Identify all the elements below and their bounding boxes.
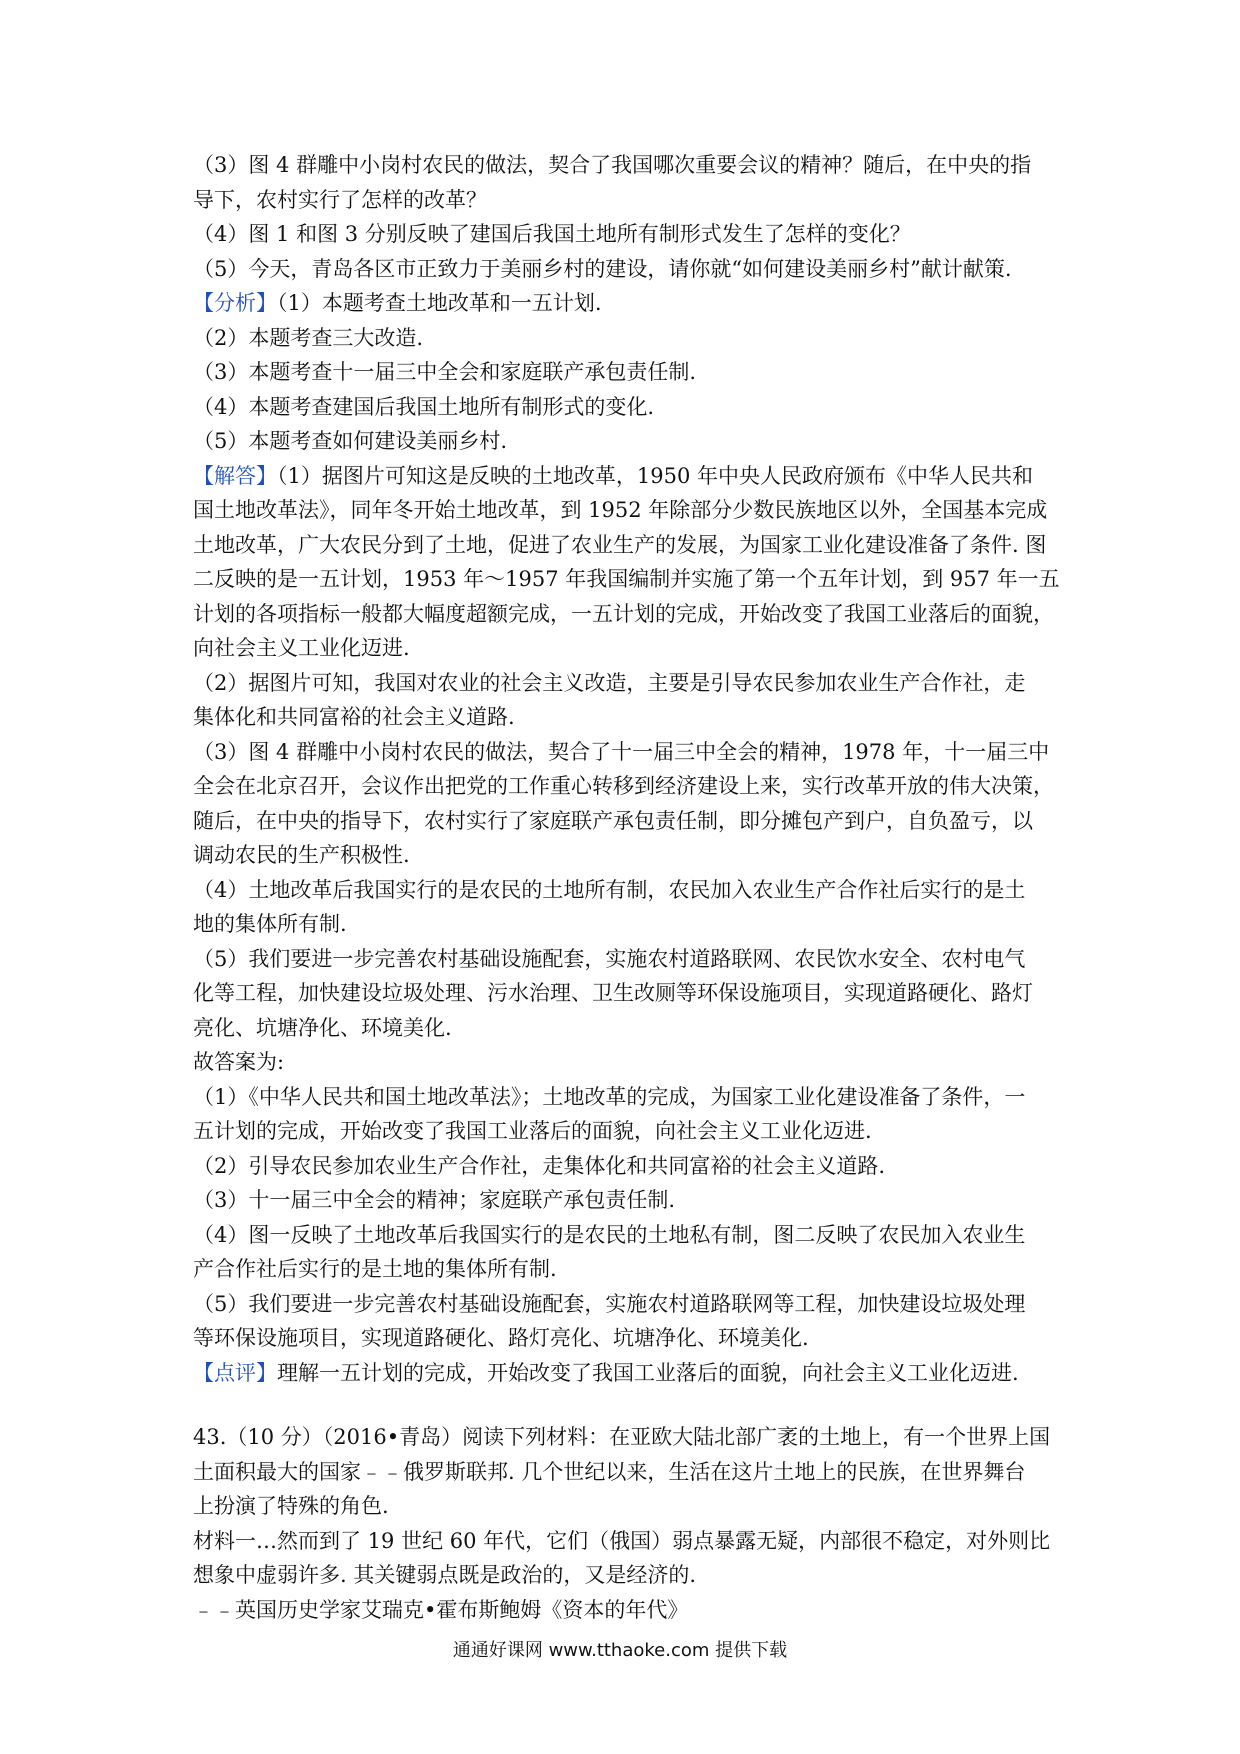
text-line: 想象中虚弱许多. 其关键弱点既是政治的，又是经济的.: [193, 1563, 697, 1587]
analysis-tag: 【分析】: [193, 291, 277, 315]
text-line: （2）据图片可知，我国对农业的社会主义改造，主要是引导农民参加农业生产合作社，走: [193, 670, 1026, 695]
text-line: （1）《中华人民共和国土地改革法》；土地改革的完成，为国家工业化建设准备了条件，一: [193, 1084, 1026, 1109]
text-line: （4）图 1 和图 3 分别反映了建国后我国土地所有制形式发生了怎样的变化？: [193, 222, 911, 246]
text-line: （5）本题考查如何建设美丽乡村.: [193, 429, 508, 453]
text-line: （3）十一届三中全会的精神；家庭联产承包责任制.: [193, 1188, 676, 1212]
analysis-line: [193, 286, 1063, 321]
text-line: （2）引导农民参加农业生产合作社，走集体化和共同富裕的社会主义道路.: [193, 1153, 886, 1178]
answer-line: [193, 459, 1063, 494]
text-line: （3）本题考查十一届三中全会和家庭联产承包责任制.: [193, 360, 697, 384]
document-body: [193, 148, 1063, 1627]
text-line: （3）图 4 群雕中小岗村农民的做法，契合了十一届三中全会的精神，1978 年，十一届三中: [193, 739, 1050, 764]
comment-text: 理解一五计划的完成，开始改变了我国工业落后的面貌，向社会主义工业化迈进.: [277, 1360, 1019, 1385]
text-line: 产合作社后实行的是土地的集体所有制.: [193, 1257, 557, 1281]
text-line: （5）我们要进一步完善农村基础设施配套，实施农村道路联网、农民饮水安全、农村电气: [193, 946, 1026, 971]
text-line: （5）今天，青岛各区市正致力于美丽乡村的建设，请你就“如何建设美丽乡村”献计献策.: [193, 256, 1012, 281]
text-line: 国土地改革法》，同年冬开始土地改革，到 1952 年除部分少数民族地区以外，全国基本完成: [193, 498, 1048, 522]
text-line: 导下，农村实行了怎样的改革？: [193, 187, 487, 212]
text-line: （3）图 4 群雕中小岗村农民的做法，契合了我国哪次重要会议的精神？随后，在中央的指: [193, 153, 1032, 177]
text-line: （2）本题考查三大改造.: [193, 325, 424, 350]
analysis-text: （1）本题考查土地改革和一五计划.: [277, 291, 602, 315]
comment-line: [193, 1356, 1063, 1391]
text-line: （4）本题考查建国后我国土地所有制形式的变化.: [193, 394, 655, 419]
text-line: 随后，在中央的指导下，农村实行了家庭联产承包责任制，即分摊包产到户，自负盈亏，以: [193, 808, 1033, 833]
citation-line: ﹣﹣英国历史学家艾瑞克•霍布斯鲍姆《资本的年代》: [193, 1597, 689, 1622]
text-line: 集体化和共同富裕的社会主义道路.: [193, 705, 515, 729]
text-line: （4）土地改革后我国实行的是农民的土地所有制，农民加入农业生产合作社后实行的是土: [193, 877, 1026, 902]
text-line: 土地改革，广大农民分到了土地，促进了农业生产的发展，为国家工业化建设准备了条件. 图: [193, 532, 1047, 557]
text-line: （4）图一反映了土地改革后我国实行的是农民的土地私有制，图二反映了农民加入农业生: [193, 1222, 1026, 1247]
section-gap: [193, 1390, 1063, 1420]
answer-text: （1）据图片可知这是反映的土地改革，1950 年中央人民政府颁布《中华人民共和: [277, 463, 1033, 488]
text-line: 向社会主义工业化迈进.: [193, 636, 410, 660]
answer-tag: 【解答】: [193, 463, 277, 488]
text-line: 调动农民的生产积极性.: [193, 843, 410, 867]
text-line: 土面积最大的国家﹣﹣俄罗斯联邦. 几个世纪以来，生活在这片土地上的民族，在世界舞台: [193, 1459, 1026, 1484]
text-line: 上扮演了特殊的角色.: [193, 1494, 389, 1518]
text-line: 计划的各项指标一般都大幅度超额完成，一五计划的完成，开始改变了我国工业落后的面貌，: [193, 601, 1054, 626]
page-footer: 通通好课网 www.tthaoke.com 提供下载: [452, 1640, 788, 1661]
text-line: （5）我们要进一步完善农村基础设施配套，实施农村道路联网等工程，加快建设垃圾处理: [193, 1291, 1026, 1316]
comment-tag: 【点评】: [193, 1360, 277, 1385]
text-line: 化等工程，加快建设垃圾处理、污水治理、卫生改厕等环保设施项目，实现道路硬化、路灯: [193, 981, 1033, 1005]
text-line: 等环保设施项目，实现道路硬化、路灯亮化、坑塘净化、环境美化.: [193, 1326, 809, 1350]
text-line: 五计划的完成，开始改变了我国工业落后的面貌，向社会主义工业化迈进.: [193, 1119, 872, 1143]
text-line: 地的集体所有制.: [193, 912, 347, 936]
question-line: 43.（10 分）（2016•青岛）阅读下列材料：在亚欧大陆北部广袤的土地上，有一个世界上国: [193, 1425, 1051, 1449]
text-line: 故答案为:: [193, 1050, 285, 1074]
text-line: 亮化、坑塘净化、环境美化.: [193, 1015, 452, 1040]
text-line: 二反映的是一五计划，1953 年～1957 年我国编制并实施了第一个五年计划，到 957 年一五: [193, 567, 1060, 591]
text-line: 全会在北京召开，会议作出把党的工作重心转移到经济建设上来，实行改革开放的伟大决策，: [193, 774, 1054, 798]
text-line: 材料一…然而到了 19 世纪 60 年代，它们（俄国）弱点暴露无疑，内部很不稳定，对外则比: [193, 1528, 1051, 1553]
